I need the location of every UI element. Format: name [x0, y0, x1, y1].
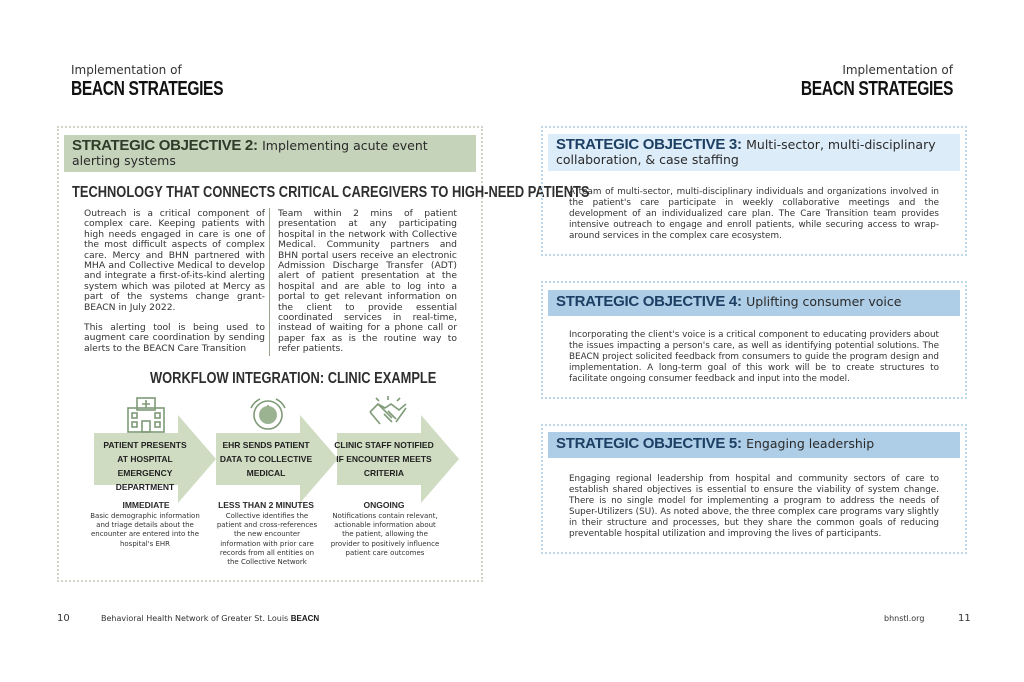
objective-5-title: STRATEGIC OBJECTIVE 5:: [556, 435, 742, 452]
objective-5-band: [548, 432, 960, 458]
body-paragraph: Team within 2 mins of patient presentation at any participating hospital in the network with Collective Medical. Community partners and BHN portal users receive an electronic Admission Discharge Transfer (ADT) alert of patient presentation at the hospital and are able to log into a portal to get relevant information on the client to provide essential coordinated services in real-time, instead of waiting for a phone call or paper fax as is the routine way to refer patients.: [278, 208, 457, 355]
workflow-step-line: PATIENT PRESENTS: [103, 440, 187, 450]
body-paragraph: Outreach is a critical component of complex care. Keeping patients with high needs engaged in care is one of the most difficult aspects of complex care. Mercy and BHN partnered with MHA and Collective Medical to develop and integrate a first-of-its-kind alerting system which was piloted at Mercy as part of the systems change grant- BEACN in July 2022.: [84, 208, 265, 313]
workflow-timing-2: LESS THAN 2 MINUTES: [218, 500, 314, 510]
left-header-title: BEACN STRATEGIES: [71, 78, 224, 100]
workflow-step-line: CRITERIA: [363, 468, 405, 478]
workflow-timing-3: ONGOING: [363, 500, 405, 510]
workflow-step-line: IF ENCOUNTER MEETS: [336, 454, 432, 464]
objective-3-title: STRATEGIC OBJECTIVE 3:: [556, 136, 742, 153]
left-header-kicker: Implementation of: [71, 63, 182, 77]
workflow-step-1: [95, 438, 195, 494]
technology-heading: TECHNOLOGY THAT CONNECTS CRITICAL CAREGIVERS TO HIGH-NEED PATIENTS: [72, 184, 590, 201]
workflow-step-line: EHR SENDS PATIENT: [222, 440, 310, 450]
objective-3-body: A team of multi-sector, multi-disciplinary individuals and organizations involved in the patient's care participate in weekly collaborative meetings and the development of an individualized care plan. The Care Transition team provides intensive outreach to engage and enroll patients, while securing access to wrap-around services in the complex care ecosystem.: [569, 187, 939, 241]
workflow-step-line: AT HOSPITAL: [117, 454, 173, 464]
workflow-desc-3: Notifications contain relevant, actionable information about the patient, allowing the provider to positively influence patient care outcomes: [330, 512, 440, 557]
column-divider: [269, 208, 270, 356]
objective-2-band: [64, 135, 476, 172]
objective-3-band: [548, 134, 960, 171]
workflow-step-3: [334, 438, 434, 480]
objective-3-subtitle: Multi-sector, multi-disciplinary collaboration, & case staffing: [556, 137, 936, 167]
workflow-heading: WORKFLOW INTEGRATION: CLINIC EXAMPLE: [150, 370, 437, 387]
body-column-1: [84, 209, 265, 364]
workflow-timing-1: IMMEDIATE: [122, 500, 170, 510]
objective-5-subtitle: Engaging leadership: [746, 436, 875, 451]
footer-org-name: Behavioral Health Network of Greater St. Louis: [101, 614, 289, 623]
footer-org: [101, 614, 319, 623]
workflow-step-line: DATA TO COLLECTIVE: [219, 454, 313, 464]
right-header-title: BEACN STRATEGIES: [800, 78, 953, 100]
workflow-step-line: MEDICAL: [246, 468, 286, 478]
workflow-step-line: CLINIC STAFF NOTIFIED: [334, 440, 434, 450]
objective-4-subtitle: Uplifting consumer voice: [746, 294, 902, 309]
objective-4-body: Incorporating the client's voice is a critical component to educating providers about the issues impacting a person's care, as well as identifying potential solutions. The BEACN project solicited feedback from consumers to guide the program design and implementation. A long-term goal of this work will be to create structures to facilitate ongoing consumer feedback and input into the model.: [569, 330, 939, 384]
objective-4-band: [548, 290, 960, 316]
right-header-kicker: Implementation of: [842, 63, 953, 77]
left-page-number: 10: [57, 613, 70, 624]
workflow-desc-2: Collective identifies the patient and cross-references the new encounter information with prior care records from all entities on the Collective Network: [216, 512, 318, 567]
workflow-step-2: [216, 438, 316, 480]
workflow-step-line: EMERGENCY DEPARTMENT: [115, 468, 175, 492]
objective-5-body: Engaging regional leadership from hospital and community sectors of care to establish shared objectives is essential to ensure the viability of system change. There is no single model for implementing a program to address the needs of Super-Utilizers (SU). As noted above, the three complex care programs vary slightly in their structure and processes, but they share the common goals of reducing preventable hospital utilization and improving the lives of participants.: [569, 474, 939, 539]
workflow-desc-1: Basic demographic information and triage details about the encounter are entered into the hospital's EHR: [90, 512, 200, 548]
footer-brand: BEACN: [290, 614, 320, 623]
body-column-2: [278, 209, 457, 365]
objective-2-subtitle: Implementing acute event alerting systems: [72, 138, 428, 168]
objective-4-title: STRATEGIC OBJECTIVE 4:: [556, 293, 742, 310]
footer-site-link[interactable]: bhnstl.org: [884, 614, 925, 623]
objective-2-title: STRATEGIC OBJECTIVE 2:: [72, 137, 258, 154]
body-paragraph: This alerting tool is being used to augment care coordination by sending alerts to the BEACN Care Transition: [84, 322, 265, 354]
right-page-number: 11: [958, 613, 971, 624]
